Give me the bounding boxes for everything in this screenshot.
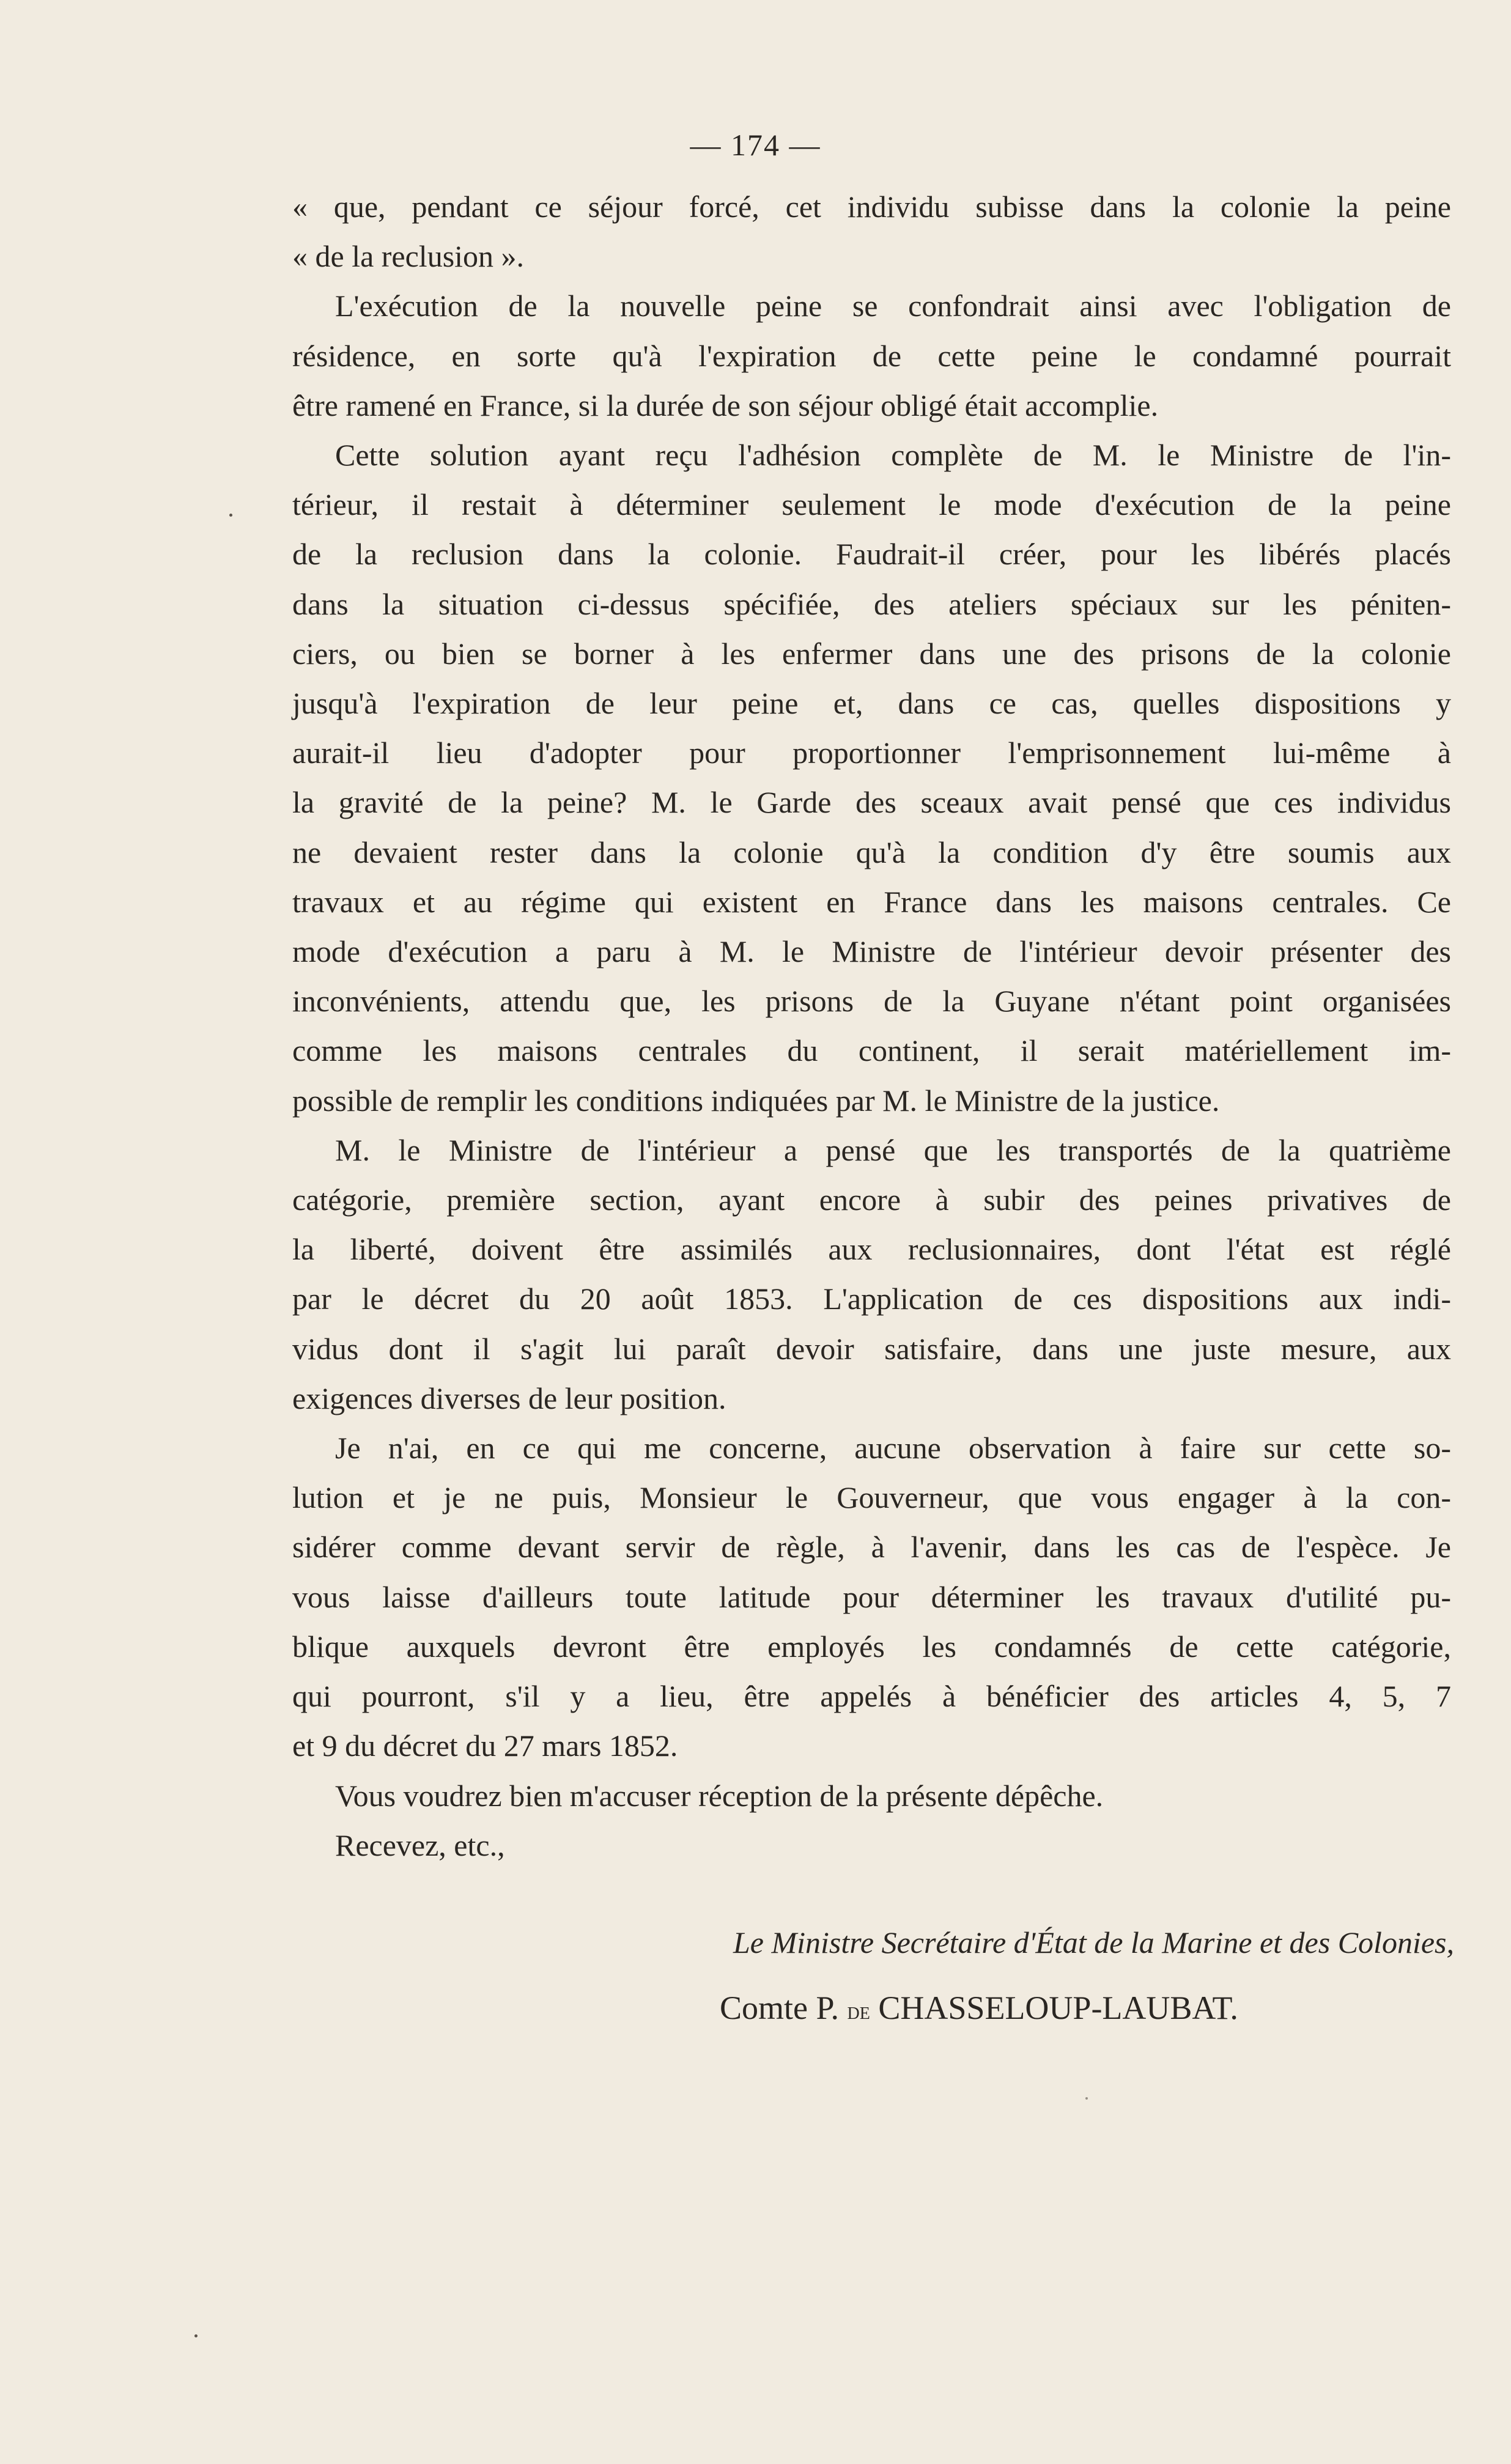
text-line: ciers, ou bien se borner à les enfermer dans une des prisons de la colonie: [292, 636, 1451, 671]
paragraph-start-line: L'exécution de la nouvelle peine se confondrait ainsi avec l'obligation de: [335, 289, 1451, 323]
paper-speck: [194, 2334, 198, 2337]
text-line: possible de remplir les conditions indiquées par M. le Ministre de la justice.: [292, 1083, 1220, 1118]
text-line: dans la situation ci-dessus spécifiée, des ateliers spéciaux sur les péniten-: [292, 586, 1451, 621]
text-line: et 9 du décret du 27 mars 1852.: [292, 1728, 678, 1763]
paragraph-start-line: M. le Ministre de l'intérieur a pensé que les transportés de la quatrième: [335, 1132, 1451, 1167]
text-line: ne devaient rester dans la colonie qu'à la condition d'y être soumis aux: [292, 835, 1451, 869]
text-line: travaux et au régime qui existent en France dans les maisons centrales. Ce: [292, 884, 1451, 919]
text-line: aurait-il lieu d'adopter pour proportionner l'emprisonnement lui-même à: [292, 736, 1451, 770]
signature-surname: CHASSELOUP-LAUBAT.: [878, 1990, 1238, 2026]
paragraph-start-line: Cette solution ayant reçu l'adhésion complète de M. le Ministre de l'in-: [335, 438, 1451, 473]
paper-speck: [1085, 2097, 1088, 2100]
signature-prefix: Comte P.: [720, 1990, 840, 2026]
text-line: résidence, en sorte qu'à l'expiration de cette peine le condamné pourrait: [292, 338, 1451, 373]
text-line: sidérer comme devant servir de règle, à l'avenir, dans les cas de l'espèce. Je: [292, 1530, 1451, 1565]
text-line: être ramené en France, si la durée de son séjour obligé était accomplie.: [292, 388, 1159, 422]
text-line: vous laisse d'ailleurs toute latitude pour déterminer les travaux d'utilité pu-: [292, 1579, 1451, 1614]
text-line: blique auxquels devront être employés les condamnés de cette catégorie,: [292, 1629, 1451, 1664]
closing-formula: Recevez, etc.,: [335, 1828, 505, 1862]
text-line: « que, pendant ce séjour forcé, cet individu subisse dans la colonie la peine: [292, 190, 1451, 224]
text-line: qui pourront, s'il y a lieu, être appelés à bénéficier des articles 4, 5, 7: [292, 1679, 1451, 1714]
text-line: « de la reclusion ».: [292, 239, 525, 274]
text-line: exigences diverses de leur position.: [292, 1381, 726, 1415]
signature-name: [720, 1989, 1238, 2027]
text-line: mode d'exécution a paru à M. le Ministre de l'intérieur devoir présenter des: [292, 934, 1451, 969]
text-line: comme les maisons centrales du continent, il serait matériellement im-: [292, 1033, 1451, 1068]
text-line: térieur, il restait à déterminer seulement le mode d'exécution de la peine: [292, 487, 1451, 522]
paper-speck: [229, 514, 232, 517]
signature-particle: de: [847, 1997, 870, 2024]
text-line: jusqu'à l'expiration de leur peine et, dans ce cas, quelles dispositions y: [292, 686, 1451, 721]
paragraph-start-line: Je n'ai, en ce qui me concerne, aucune observation à faire sur cette so-: [335, 1431, 1451, 1466]
text-line: inconvénients, attendu que, les prisons de la Guyane n'étant point organisées: [292, 984, 1451, 1019]
text-line: de la reclusion dans la colonie. Faudrait-il créer, pour les libérés placés: [292, 537, 1451, 572]
text-line: par le décret du 20 août 1853. L'application de ces dispositions aux indi-: [292, 1282, 1451, 1316]
text-line: lution et je ne puis, Monsieur le Gouverneur, que vous engager à la con-: [292, 1480, 1451, 1515]
letter-body: [292, 182, 1451, 1870]
text-line: catégorie, première section, ayant encore à subir des peines privatives de: [292, 1182, 1451, 1217]
text-line: vidus dont il s'agit lui paraît devoir satisfaire, dans une juste mesure, aux: [292, 1331, 1451, 1366]
text-line: la gravité de la peine? M. le Garde des sceaux avait pensé que ces individus: [292, 785, 1451, 820]
page-number: — 174 —: [690, 128, 821, 162]
paragraph-start-line: Vous voudrez bien m'accuser réception de la présente dépêche.: [335, 1778, 1104, 1813]
signature-title: Le Ministre Secrétaire d'État de la Marine et des Colonies,: [733, 1925, 1454, 1960]
text-line: la liberté, doivent être assimilés aux reclusionnaires, dont l'état est réglé: [292, 1232, 1451, 1267]
